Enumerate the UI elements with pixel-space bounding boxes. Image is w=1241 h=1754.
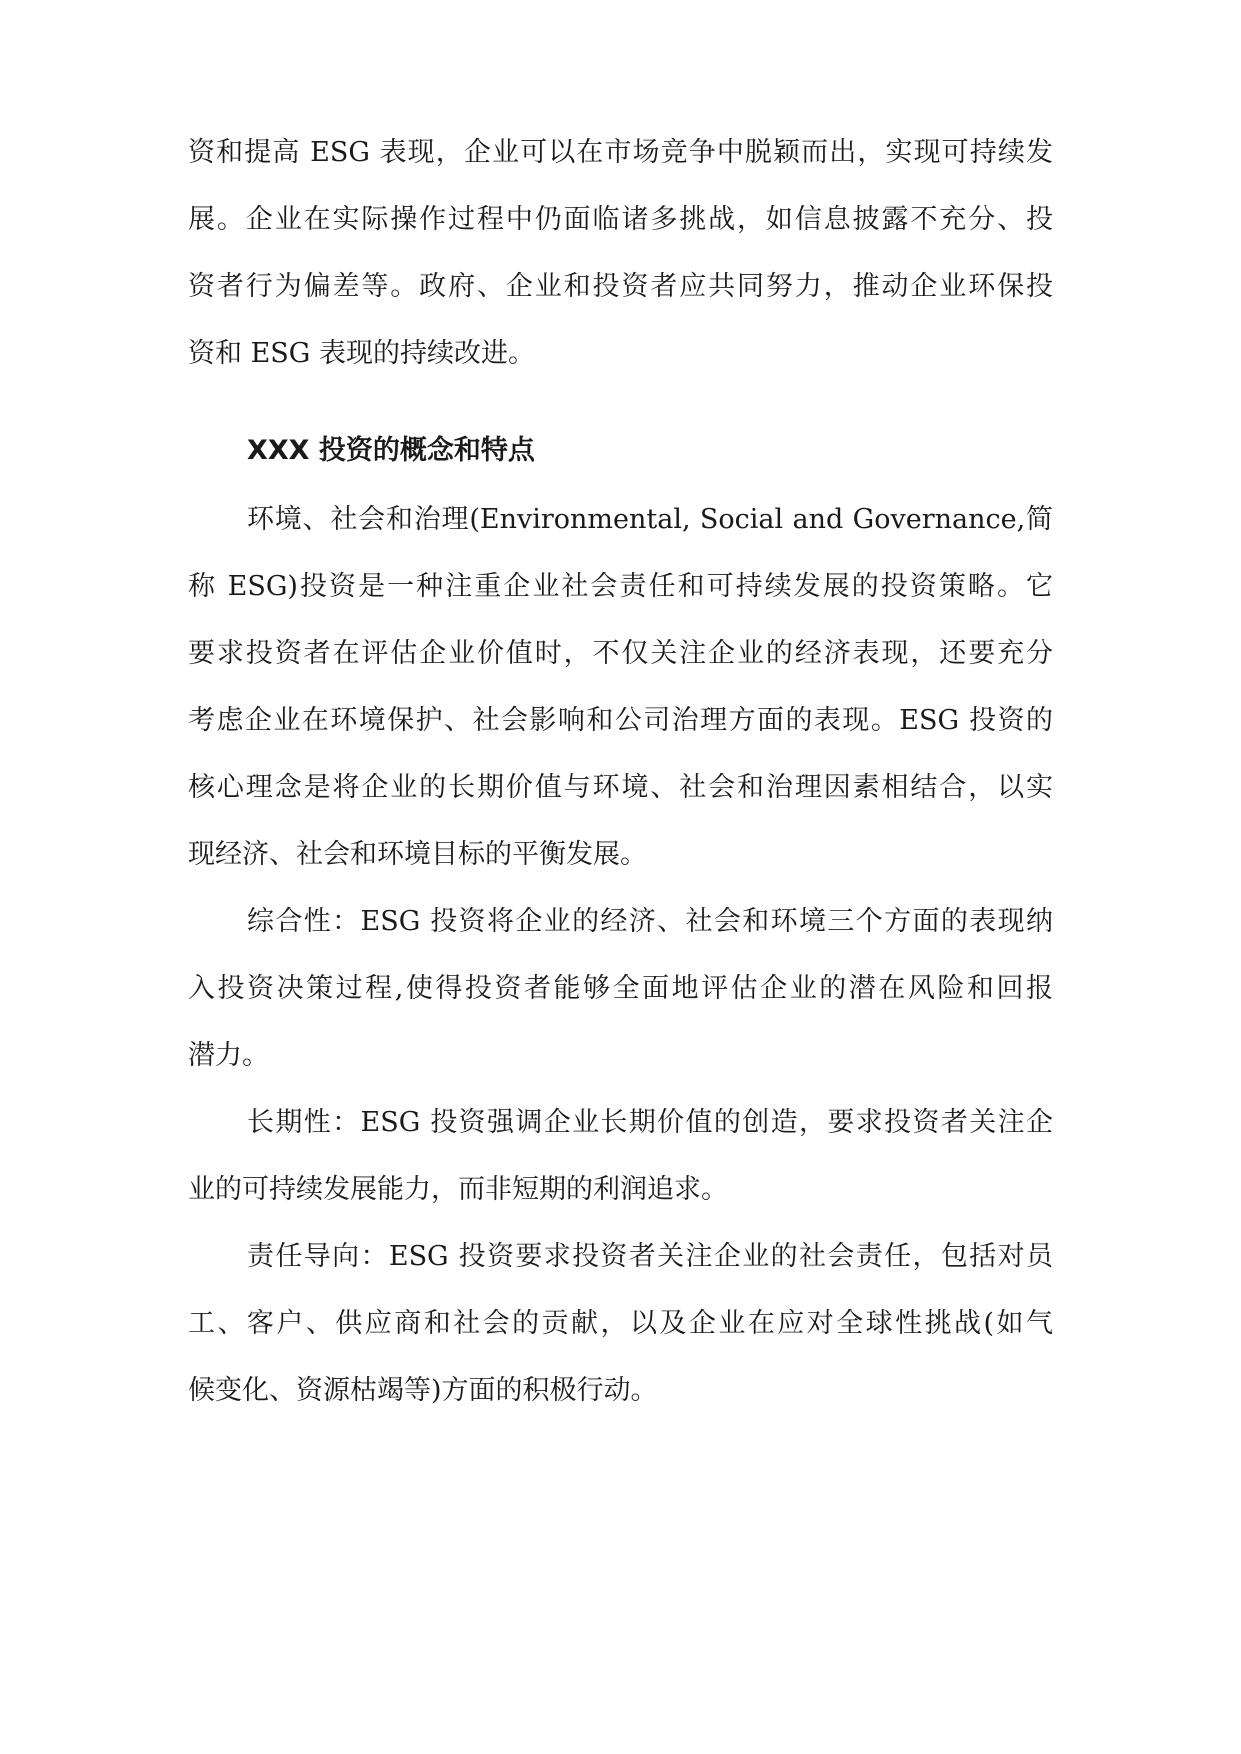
section-heading: XXX 投资的概念和特点 [247, 435, 535, 466]
paragraph-line: 展。企业在实际操作过程中仍面临诸多挑战，如信息披露不充分、投 [188, 204, 1053, 235]
paragraph-line: 工、客户、供应商和社会的贡献，以及企业在应对全球性挑战(如气 [188, 1308, 1053, 1339]
paragraph-line: 称 ESG)投资是一种注重企业社会责任和可持续发展的投资策略。它 [188, 571, 1053, 602]
paragraph-line: 考虑企业在环境保护、社会影响和公司治理方面的表现。ESG 投资的 [188, 705, 1053, 736]
paragraph-line: 责任导向：ESG 投资要求投资者关注企业的社会责任，包括对员 [247, 1241, 1053, 1272]
paragraph-line: 环境、社会和治理(Environmental, Social and Governance,简 [247, 504, 1053, 535]
paragraph-line: 资者行为偏差等。政府、企业和投资者应共同努力，推动企业环保投 [188, 271, 1053, 302]
paragraph-line: 入投资决策过程,使得投资者能够全面地评估企业的潜在风险和回报 [188, 973, 1053, 1004]
paragraph-line: 综合性：ESG 投资将企业的经济、社会和环境三个方面的表现纳 [247, 906, 1053, 937]
paragraph-line: 资和 ESG 表现的持续改进。 [188, 338, 535, 369]
paragraph-line: 核心理念是将企业的长期价值与环境、社会和治理因素相结合，以实 [188, 772, 1053, 803]
paragraph-line: 要求投资者在评估企业价值时，不仅关注企业的经济表现，还要充分 [188, 638, 1053, 669]
paragraph-line: 长期性：ESG 投资强调企业长期价值的创造，要求投资者关注企 [247, 1107, 1053, 1138]
paragraph-line: 资和提高 ESG 表现，企业可以在市场竞争中脱颖而出，实现可持续发 [188, 137, 1053, 168]
paragraph-line: 候变化、资源枯竭等)方面的积极行动。 [188, 1375, 658, 1406]
paragraph-line: 潜力。 [188, 1040, 269, 1071]
paragraph-line: 现经济、社会和环境目标的平衡发展。 [188, 839, 647, 870]
paragraph-line: 业的可持续发展能力，而非短期的利润追求。 [188, 1174, 728, 1205]
